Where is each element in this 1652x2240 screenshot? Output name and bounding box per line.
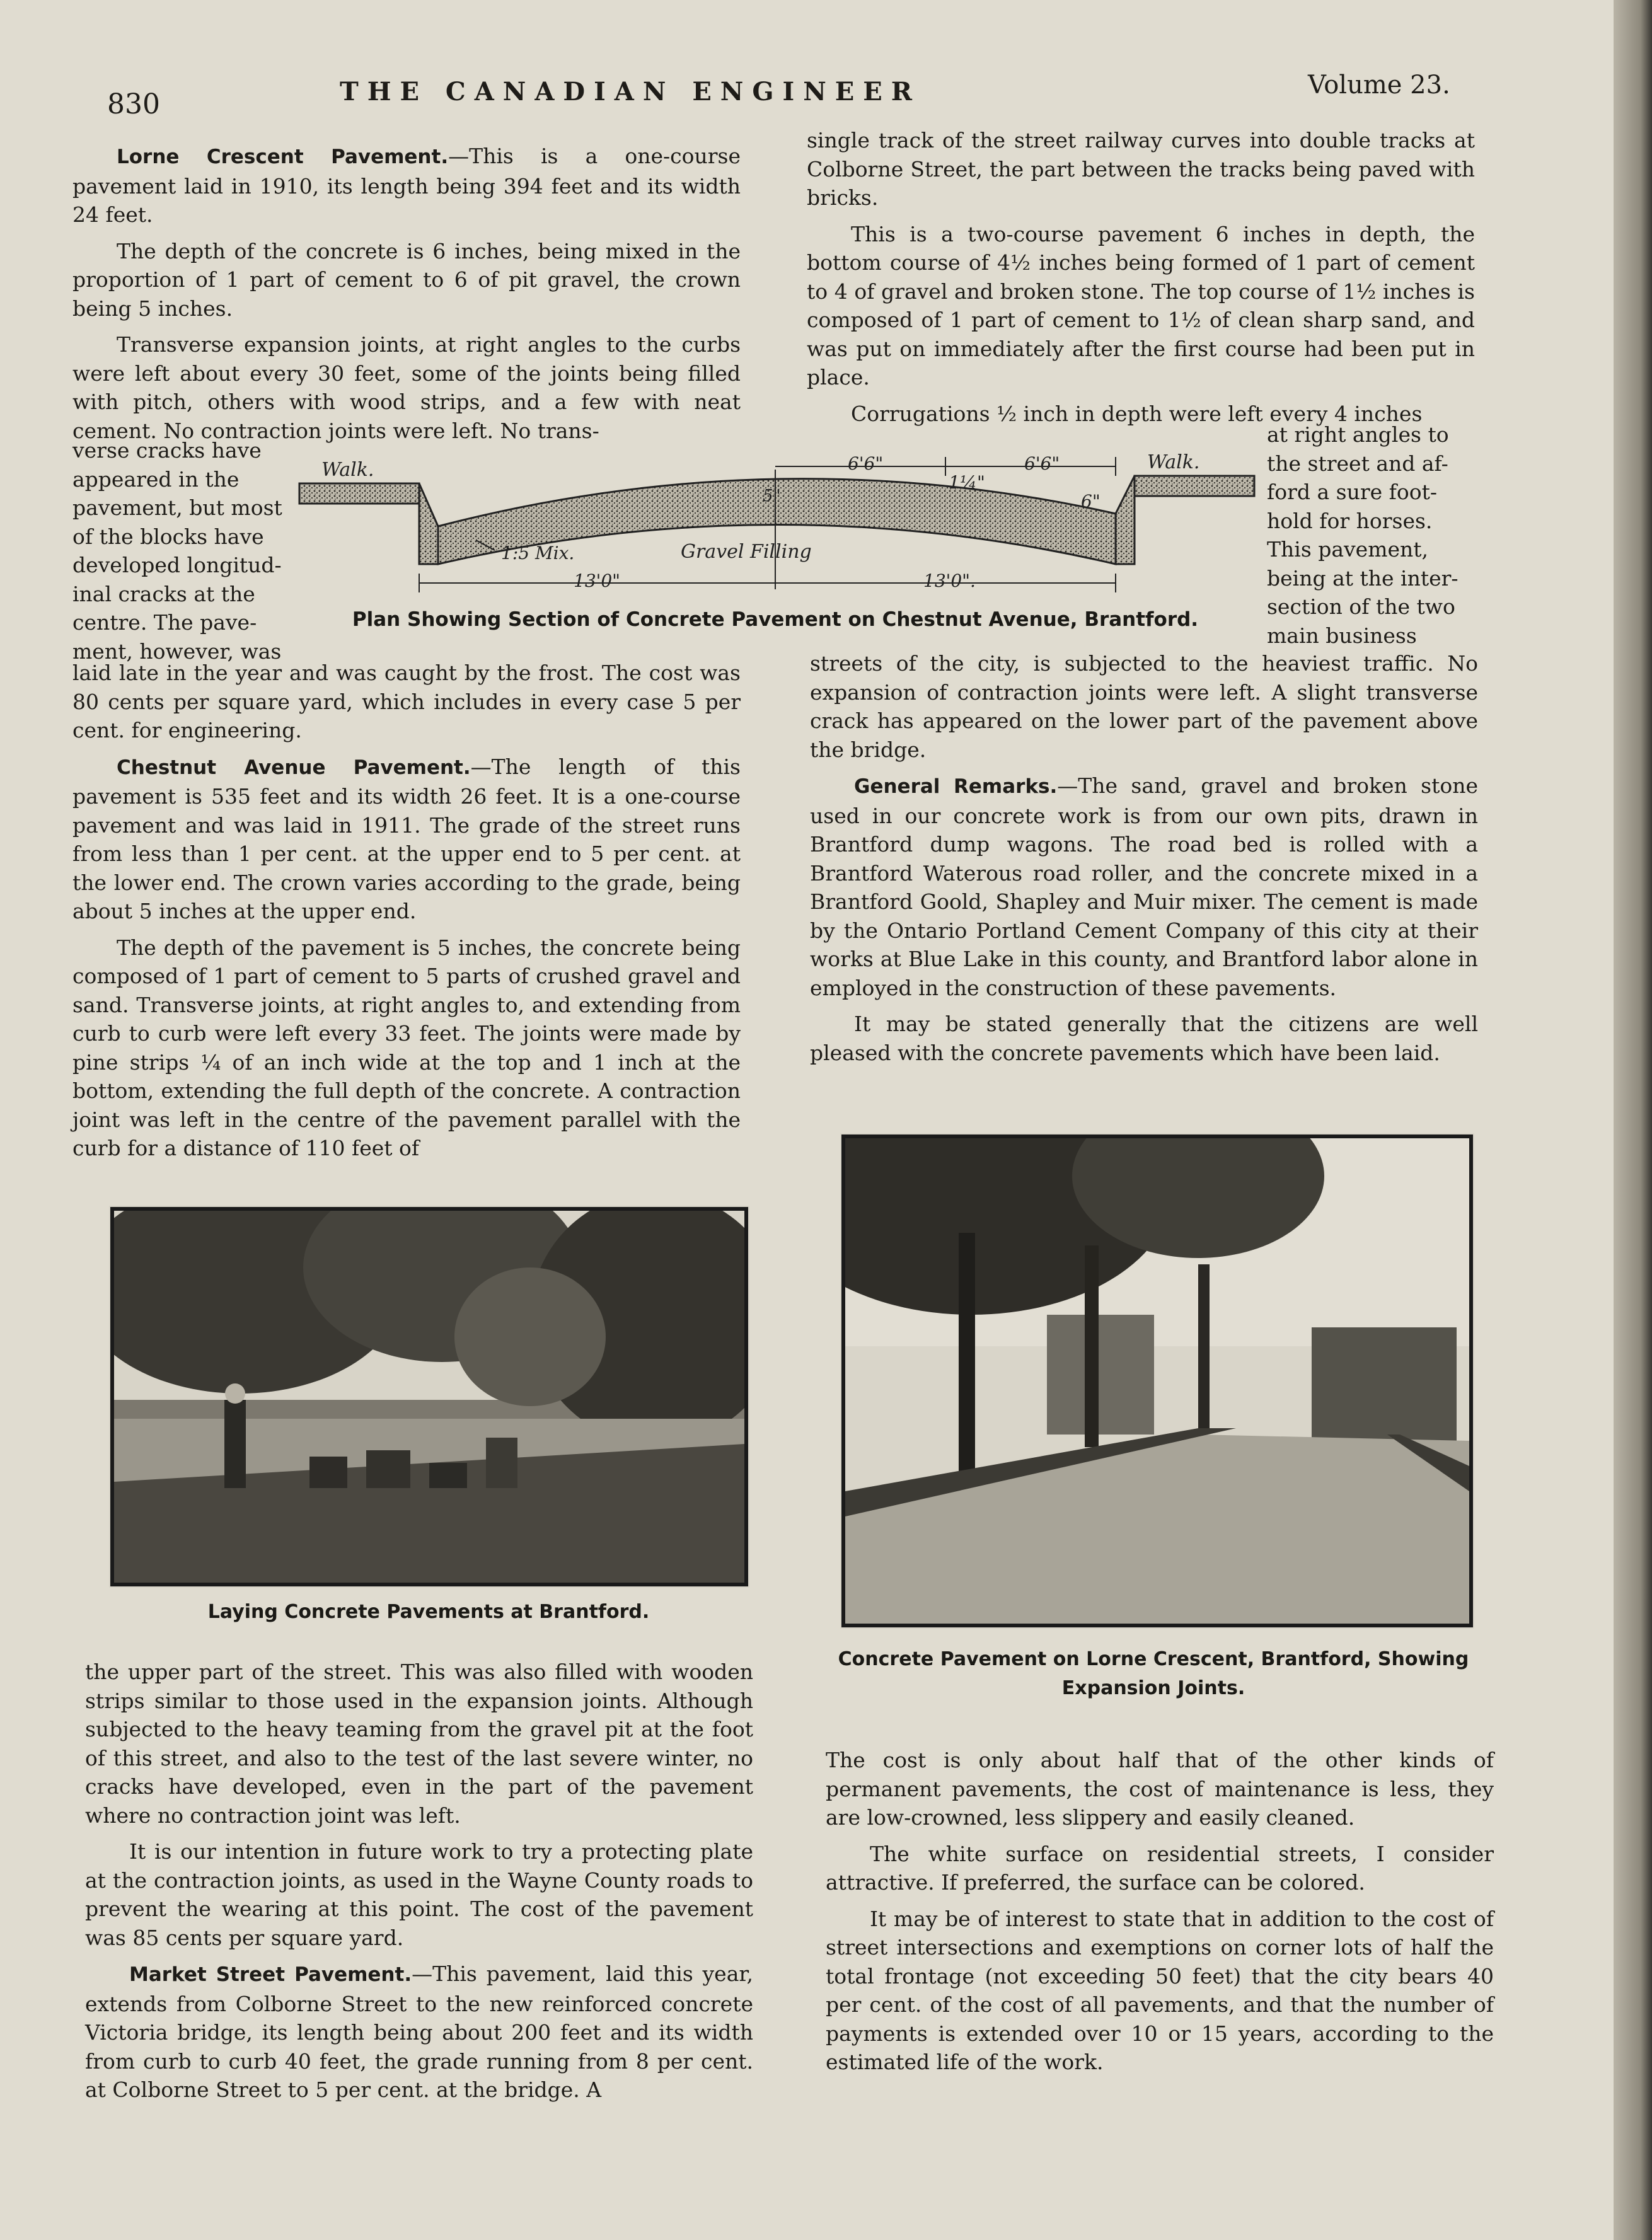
- lorne-paragraph-3: Transverse expansion joints, at right angles to the curbs were left about every 30 feet, some of the joints being filled with pitch, others with wood strips, and a few with neat cement. No contraction joints were left. No trans-: [72, 332, 741, 443]
- wrap-line: main business: [1267, 623, 1417, 648]
- photo-laying-pavement: [110, 1207, 748, 1586]
- chestnut-paragraph-2: The depth of the pavement is 5 inches, the concrete being composed of 1 part of cement to 5 parts of crushed gravel and sand. Transverse joints, at right angles to, and extending from curb to curb were left every 33 feet. The joints were made by pine strips ¼ of an inch wide at the top and 1 inch at the bottom, extending the full depth of the concrete. A contraction joint was left in the centre of the pavement parallel with the curb for a distance of 110 feet of: [72, 935, 741, 1160]
- cost-paragraph: The cost is only about half that of the other kinds of permanent pavements, the cost of maintenance is less, they are low-crowned, less slippery and easily cleaned.: [826, 1748, 1494, 1830]
- page-gutter: [1614, 0, 1652, 2240]
- diagram-label-13-right: 13'0".: [923, 570, 976, 591]
- photo-laying-pavement-illustration: [114, 1211, 744, 1583]
- wrap-line: centre. The pave-: [72, 610, 257, 635]
- general-paragraph-2: It may be stated generally that the citizens are well pleased with the concrete pavements which have been laid.: [810, 1012, 1478, 1065]
- surface-paragraph: The white surface on residential streets, I consider attractive. If preferred, the surface can be colored.: [826, 1841, 1494, 1895]
- general-paragraph-1: —The sand, gravel and broken stone used in our concrete work is from our own pits, drawn in Brantford dump wagons. The road bed is rolled with a Brantford Waterous road roller, and the concrete mixed in a Brantford Goold, Shapley and Muir mixer. The cement is made by the Ontario Portland Cement Company of this city at their works at Blue Lake in this county, and Brantford labor alone in employed in the construction of these pavements.: [810, 773, 1478, 1000]
- left-column-bottom: [85, 1658, 753, 2112]
- photo-right-caption-line-1: Concrete Pavement on Lorne Crescent, Brantford, Showing: [838, 1648, 1469, 1670]
- wrap-line: the street and af-: [1267, 451, 1448, 476]
- diagram-label-5-inch: 5": [763, 487, 781, 505]
- wrap-line: section of the two: [1267, 594, 1455, 619]
- diagram-label-gravel: Gravel Filling: [681, 541, 812, 563]
- market-paragraph-1: —This pavement, laid this year, extends from Colborne Street to the new reinforced concrete Victoria bridge, its length being about 200 feet and its width from curb to curb 40 feet, the grade running from 8 per cent. at Colborne Street to 5 per cent. at the bridge. A: [85, 1961, 754, 2102]
- wayne-county-paragraph: It is our intention in future work to try a protecting plate at the contraction joints, as used in the Wayne County roads to prevent the wearing at this point. The cost of the pavement was 85 cents per square yard.: [85, 1839, 753, 1950]
- left-wrap-text: [72, 436, 284, 666]
- diagram-label-6-inch: 6": [1081, 491, 1100, 512]
- diagram-label-mix: 1:5 Mix.: [501, 543, 575, 563]
- right-wrap-text: [1267, 420, 1475, 650]
- right-walk-slab: [1135, 476, 1254, 496]
- section-heading-chestnut: Chestnut Avenue Pavement.: [117, 756, 471, 779]
- section-heading-lorne: Lorne Crescent Pavement.: [117, 146, 449, 168]
- section-heading-market: Market Street Pavement.: [129, 1963, 412, 1986]
- photo-lorne-crescent-illustration: [845, 1138, 1469, 1624]
- left-column-mid: [72, 659, 741, 1170]
- volume-label: Volume 23.: [1308, 71, 1450, 100]
- photo-right-caption: [813, 1645, 1494, 1703]
- wrap-line: being at the inter-: [1267, 565, 1458, 591]
- photo-right-caption-line-2: Expansion Joints.: [1061, 1677, 1245, 1699]
- wrap-line: developed longitud-: [72, 553, 282, 577]
- lorne-paragraph-3-end: laid late in the year and was caught by the frost. The cost was 80 cents per square yard, which includes in every case 5 per cent. for engineering.: [72, 661, 741, 742]
- right-paragraph-3-end: streets of the city, is subjected to the heaviest traffic. No expansion of contraction joints were left. A slight transverse crack has appeared on the lower part of the pavement above the bridge.: [810, 651, 1478, 762]
- diagram-caption: Plan Showing Section of Concrete Pavement on Chestnut Avenue, Brantford.: [352, 608, 1199, 631]
- chestnut-paragraph-1: —The length of this pavement is 535 feet and its width 26 feet. It is a one-course pavement and was laid in 1911. The grade of the street runs from less than 1 per cent. at the upper end to 5 per cent. at the lower end. The crown varies according to the grade, being about 5 inches at the upper end.: [72, 754, 741, 923]
- wrap-line: ford a sure foot-: [1267, 480, 1437, 504]
- left-curb: [419, 483, 438, 564]
- right-curb: [1116, 476, 1135, 564]
- right-paragraph-1: single track of the street railway curves into double tracks at Colborne Street, the part between the tracks being paved with bricks.: [807, 128, 1475, 210]
- section-heading-general: General Remarks.: [854, 775, 1058, 798]
- wrap-line: This pavement,: [1267, 537, 1429, 562]
- photo-lorne-crescent: [841, 1134, 1473, 1627]
- wrap-line: of the blocks have: [72, 524, 264, 549]
- right-paragraph-3-start: Corrugations ½ inch in depth were left every 4 inches: [851, 401, 1423, 426]
- wrap-line: inal cracks at the: [72, 581, 255, 606]
- wrap-line: hold for horses.: [1267, 508, 1433, 533]
- page-number: 830: [107, 88, 160, 120]
- lorne-paragraph-2: The depth of the concrete is 6 inches, being mixed in the proportion of 1 part of cement to 6 of pit gravel, the crown being 5 inches.: [72, 238, 741, 321]
- diagram-label-6-6-left: 6'6": [848, 453, 884, 474]
- chestnut-paragraph-2-end: the upper part of the street. This was also filled with wooden strips similar to those used in the expansion joints. Although subjected to the heavy teaming from the gravel pit at the foot of this street, and also to the test of the last severe winter, no cracks have developed, even in the part of the pavement where no contraction joint was left.: [85, 1660, 753, 1828]
- wrap-line: pavement, but most: [72, 495, 282, 520]
- wrap-line: at right angles to: [1267, 422, 1449, 447]
- right-column-bottom: [826, 1746, 1494, 2084]
- pavement-section-diagram: [293, 444, 1257, 608]
- wrap-line: verse cracks have: [72, 438, 262, 463]
- diagram-label-13-left: 13'0": [574, 570, 621, 591]
- frontage-paragraph: It may be of interest to state that in addition to the cost of street intersections and exemptions on corner lots of half the total frontage (not exceeding 50 feet) that the city bears 40 per cent. of the cost of all pavements, and that the number of payments is extended over 10 or 15 years, according to the estimated life of the work.: [826, 1906, 1494, 2074]
- right-column-mid: [810, 649, 1478, 1075]
- wrap-line: appeared in the: [72, 466, 240, 492]
- left-walk-slab: [299, 483, 419, 504]
- wrap-line: ment, however, was: [72, 638, 282, 664]
- left-column-top: [72, 142, 741, 445]
- diagram-label-walk-right: Walk.: [1147, 451, 1200, 473]
- photo-left-caption: Laying Concrete Pavements at Brantford.: [207, 1601, 650, 1623]
- lorne-paragraph-1: —This is a one-course pavement laid in 1910, its length being 394 feet and its width 24 feet.: [72, 144, 741, 227]
- diagram-label-6-6-right: 6'6": [1024, 453, 1060, 474]
- running-title: THE CANADIAN ENGINEER: [339, 77, 921, 107]
- diagram-label-1-quarter: 1¼": [949, 472, 985, 493]
- right-paragraph-2: This is a two-course pavement 6 inches in depth, the bottom course of 4½ inches being formed of 1 part of cement to 4 of gravel and broken stone. The top course of 1½ inches is composed of 1 part of cement to 1½ of clean sharp sand, and was put on immediately after the first course had been put in place.: [807, 221, 1475, 390]
- right-column-top: [807, 126, 1475, 428]
- diagram-label-walk-left: Walk.: [321, 459, 374, 481]
